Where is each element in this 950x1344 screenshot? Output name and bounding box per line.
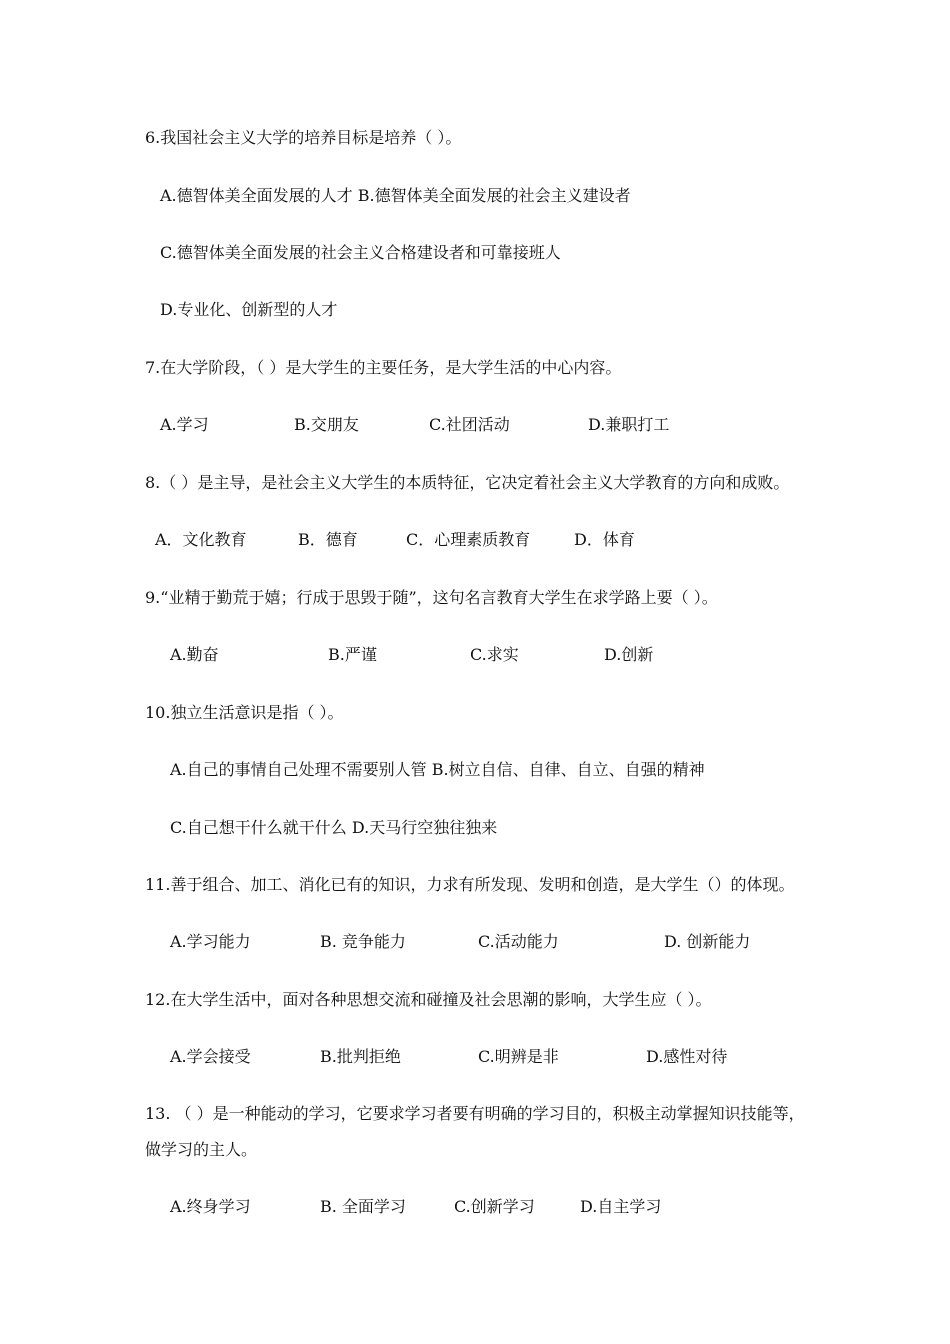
question-7-option-b: B.交朋友 bbox=[294, 415, 359, 434]
question-6-options-line-1: A.德智体美全面发展的人才 B.德智体美全面发展的社会主义建设者 bbox=[160, 186, 631, 205]
question-6-stem: 6.我国社会主义大学的培养目标是培养（ ）。 bbox=[145, 128, 462, 147]
question-7-option-c: C.社团活动 bbox=[429, 415, 510, 434]
question-8-stem: 8.（ ）是主导，是社会主义大学生的本质特征，它决定着社会主义大学教育的方向和成败。 bbox=[145, 473, 790, 492]
question-8-option-a: A．文化教育 bbox=[155, 530, 247, 549]
question-11-option-a: A.学习能力 bbox=[170, 932, 251, 951]
question-8-option-b: B．德育 bbox=[298, 530, 358, 549]
question-11-option-b: B. 竞争能力 bbox=[320, 932, 406, 951]
question-6-options-line-2: C.德智体美全面发展的社会主义合格建设者和可靠接班人 bbox=[160, 243, 561, 262]
question-13-stem: 13. （ ）是一种能动的学习，它要求学习者要有明确的学习目的，积极主动掌握知识技能等，做学习的主人。 bbox=[145, 1104, 805, 1159]
question-11-option-d: D. 创新能力 bbox=[664, 932, 751, 951]
question-12-option-a: A.学会接受 bbox=[170, 1047, 251, 1066]
question-11-option-c: C.活动能力 bbox=[478, 932, 559, 951]
question-6-options-line-3: D.专业化、创新型的人才 bbox=[160, 300, 338, 319]
question-10-options-line-2: C.自己想干什么就干什么 D.天马行空独往独来 bbox=[170, 818, 498, 837]
question-8-option-c: C．心理素质教育 bbox=[406, 530, 531, 549]
question-13-option-d: D.自主学习 bbox=[580, 1197, 662, 1216]
question-11-stem: 11.善于组合、加工、消化已有的知识，力求有所发现、发明和创造，是大学生（）的体现。 bbox=[145, 875, 795, 894]
question-9-option-d: D.创新 bbox=[604, 645, 654, 664]
question-7-option-a: A.学习 bbox=[160, 415, 209, 434]
question-10-stem: 10.独立生活意识是指（ ）。 bbox=[145, 703, 344, 722]
question-10-options-line-1: A.自己的事情自己处理不需要别人管 B.树立自信、自律、自立、自强的精神 bbox=[170, 760, 705, 779]
question-8-option-d: D．体育 bbox=[574, 530, 635, 549]
question-7-option-d: D.兼职打工 bbox=[588, 415, 670, 434]
question-9-stem: 9.“业精于勤荒于嬉；行成于思毁于随”，这句名言教育大学生在求学路上要（ ）。 bbox=[145, 588, 718, 607]
question-13-option-c: C.创新学习 bbox=[454, 1197, 535, 1216]
question-12-option-d: D.感性对待 bbox=[646, 1047, 728, 1066]
question-12-option-b: B.批判拒绝 bbox=[320, 1047, 401, 1066]
question-12-stem: 12.在大学生活中，面对各种思想交流和碰撞及社会思潮的影响，大学生应（ ）。 bbox=[145, 990, 712, 1009]
question-13-option-a: A.终身学习 bbox=[170, 1197, 251, 1216]
question-12-option-c: C.明辨是非 bbox=[478, 1047, 559, 1066]
question-9-option-c: C.求实 bbox=[470, 645, 519, 664]
question-7-stem: 7.在大学阶段，（ ）是大学生的主要任务，是大学生活的中心内容。 bbox=[145, 358, 622, 377]
question-9-option-a: A.勤奋 bbox=[170, 645, 219, 664]
question-13-option-b: B. 全面学习 bbox=[320, 1197, 406, 1216]
question-9-option-b: B.严谨 bbox=[328, 645, 377, 664]
